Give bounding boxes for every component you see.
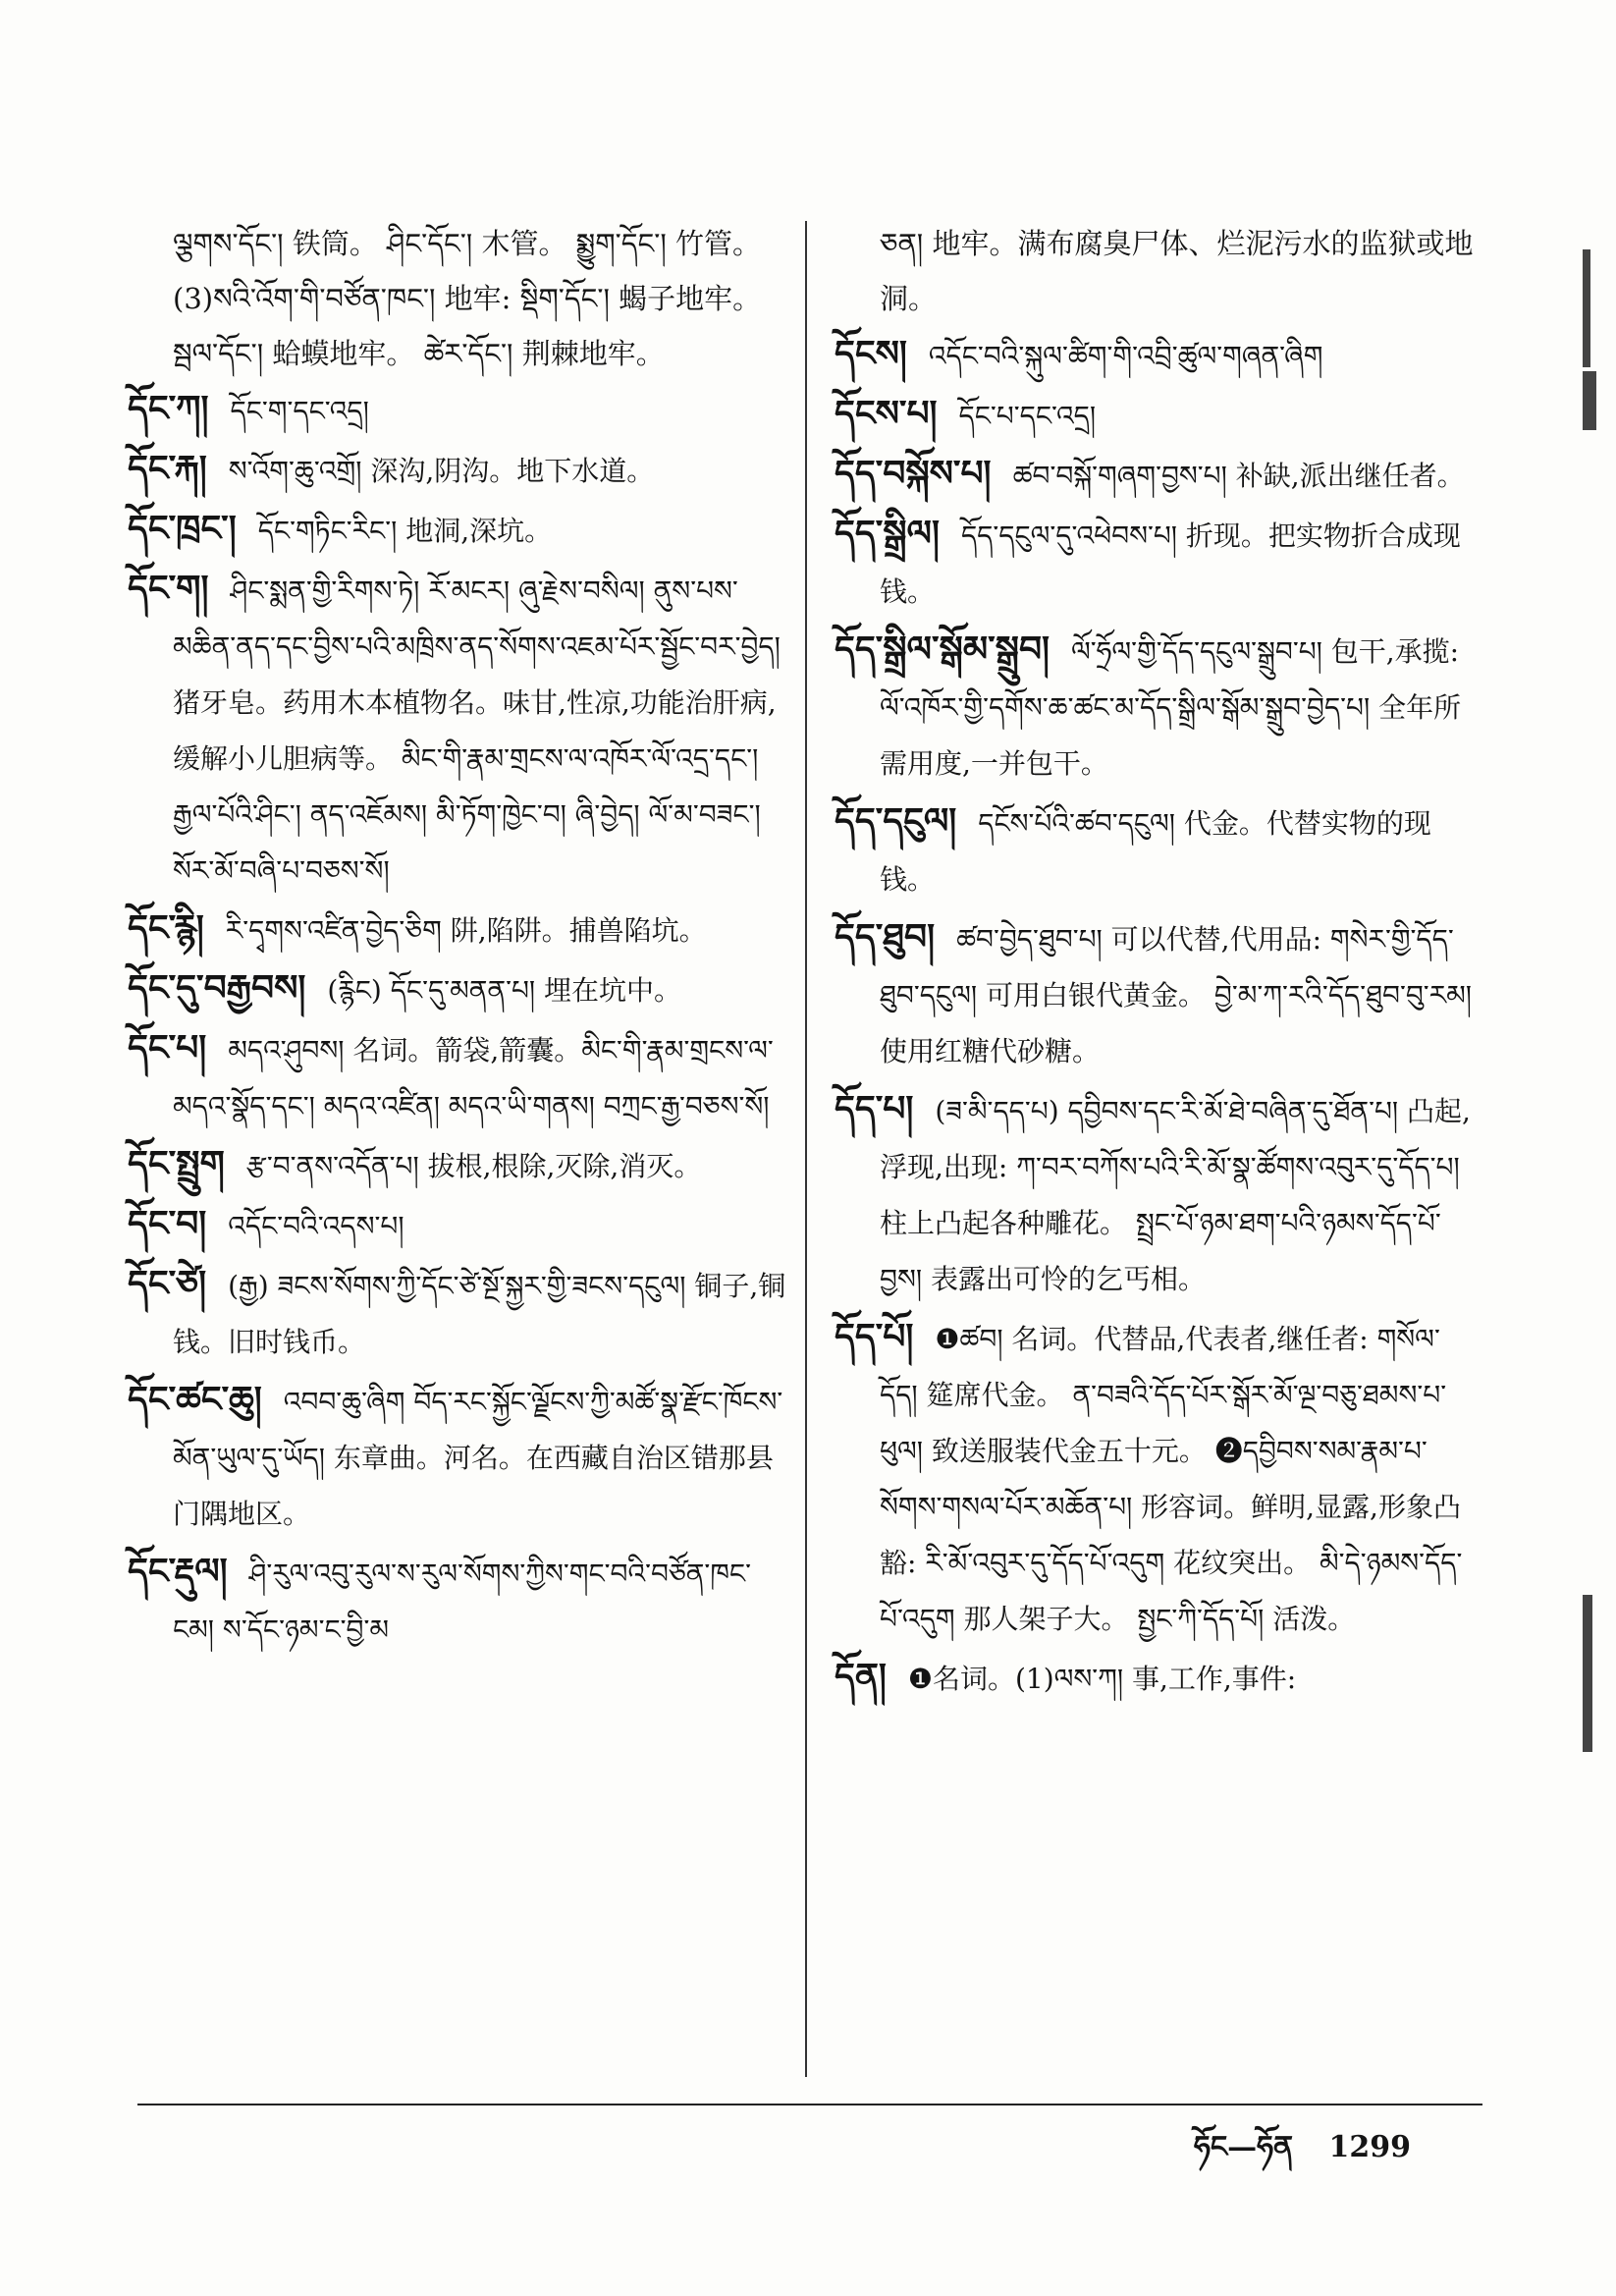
entry-headword: དོན།: [835, 1656, 887, 1697]
entry-definition: དངོས་པོའི་ཚབ་དངུལ། 代金。代替实物的现钱。: [880, 807, 1431, 896]
dictionary-entry: [128, 501, 787, 559]
dictionary-entry: [835, 386, 1477, 444]
entry-headword: དོད་སྒྲིལ་སྒོམ་སྒྲུབ།: [835, 629, 1050, 670]
dictionary-entry: [128, 1372, 787, 1542]
entry-definition: ཚབ་བྱེད་ཐུབ་པ། 可以代替,代用品: གསེར་གྱི་དོད་ཐུབ་དངུལ། 可用白银代黄金。 བྱེ་མ་ཀ་རའི་དོད་ཐུབ་བུ་རམ། 使用红糖代砂糖。: [880, 923, 1473, 1067]
entry-headword: དོད་བསྐོས་པ།: [835, 453, 992, 494]
scan-edge-mark: [1583, 1591, 1604, 1756]
entry-headword: དོང་རྡུལ།: [128, 1551, 228, 1592]
dictionary-entry: [128, 1020, 787, 1134]
entry-definition: རྩ་བ་ནས་འདོན་པ། 拔根,根除,灭除,消灭。: [245, 1150, 702, 1182]
dictionary-entry: [835, 506, 1477, 620]
dictionary-entry: [128, 441, 787, 499]
entry-headword: དོང་ཙེ།: [128, 1263, 207, 1304]
entry-definition: (རྙིང) དོང་དུ་མནན་པ། 埋在坑中。: [327, 974, 682, 1007]
entry-headword: དོངས་པ།: [835, 393, 938, 434]
entry-definition: ཤིང་སྨན་གྱི་རིགས་ཏེ། རོ་མངར། ཞུ་རྗེས་བསིལ། ནུས་པས་མཆིན་ནད་དང་བྱིས་པའི་མཁྲིས་ནད་སོགས་འཇམ་པོར་སྦྱོང་བར་བྱེད། 猪牙皂。药用木本植物名。味甘,性凉,功能治肝病,缓解小儿胆病等。 མིང་གི་རྣམ་གྲངས་ལ་འཁོར་ལོ་འདྲ་དང་། རྒྱལ་པོའི་ཤིང་། ནད་འཇོམས། མི་ཏོག་ཁྱེང་བ། ཞི་བྱེད། ལོ་མ་བཟང་། སོར་མོ་བཞི་པ་བཅས་སོ།: [173, 574, 781, 887]
entry-headword: དོང་ག།: [128, 568, 209, 609]
entry-headword: དོང་རྐ།: [128, 448, 207, 489]
entry-definition: རི་དྭགས་འཛིན་བྱེད་ཅིག 阱,陷阱。捕兽陷坑。: [225, 914, 707, 947]
entry-headword: དོངས།: [835, 333, 907, 374]
scan-edge-mark: [1583, 246, 1604, 434]
dictionary-entry: [128, 901, 787, 958]
entry-headword: དོད་དངུལ།: [835, 800, 957, 842]
entry-definition: ས་འོག་ཆུ་འགྲོ། 深沟,阴沟。地下水道。: [228, 455, 655, 487]
dictionary-entry: [835, 622, 1477, 792]
page-footer: [1194, 2114, 1411, 2197]
dictionary-entry: [128, 1256, 787, 1370]
left-column: [128, 216, 787, 1660]
entry-definition: དོང་གཏིང་རིང་། 地洞,深坑。: [257, 515, 553, 547]
entry-headword: དོད་སྒྲིལ།: [835, 513, 940, 554]
entry-definition: དོང་པ་དང་འདྲ།: [958, 400, 1097, 432]
entry-definition: ཤི་རུལ་འབུ་རུལ་ས་རུལ་སོགས་ཀྱིས་གང་བའི་བཙོན་ཁང་ངམ། ས་དོང་ཉམ་ང་བྱི་མ: [173, 1558, 751, 1646]
column-divider: [805, 221, 807, 2077]
entry-definition: (རྒྱ) ཟངས་སོགས་ཀྱི་དོང་ཙེ་སྔོ་སྐྱར་གྱི་ཟངས་དངུལ། 铜子,铜钱。旧时钱币。: [173, 1270, 786, 1358]
dictionary-entry: [835, 1081, 1477, 1307]
entry-headword: དོད་ཐུབ།: [835, 916, 936, 957]
entry-definition: ཚབ་བསྐོ་གཞག་བྱས་པ། 补缺,派出继任者。: [1012, 460, 1465, 492]
running-head: ཧོང—ཧོན: [1194, 2130, 1294, 2164]
entry-definition: འབབ་ཆུ་ཞིག བོད་རང་སྐྱོང་ལྗོངས་ཀྱི་མཚོ་སྣ་རྫོང་ཁོངས་མོན་ཡུལ་དུ་ཡོད། 东章曲。河名。在西藏自治区错那县门隅地区。: [173, 1386, 783, 1530]
dictionary-entry: [835, 446, 1477, 504]
entry-definition: འདོང་བའི་འདས་པ།: [228, 1210, 404, 1242]
entry-headword: དོང་ཀ།: [128, 388, 209, 429]
entry-definition: ❶名词。(1)ལས་ཀ། 事,工作,事件:: [907, 1663, 1297, 1695]
dictionary-entry: [128, 1544, 787, 1658]
entry-definition: ❶ཚབ། 名词。代替品,代表者,继任者: གསོལ་དོད། 筵席代金。 ན་བཟའི་དོད་པོར་སྒོར་མོ་ལྔ་བཅུ་ཐམས་པ་ཕུལ། 致送服装代金五十元。 ❷དབྱིབས་སམ་རྣམ་པ་སོགས་གསལ་པོར་མཆོན་པ། 形容词。鲜明,显露,形象凸豁: རི་མོ་འབུར་དུ་དོད་པོ་འདུག 花纹突出。 མི་དེ་ཉམས་དོད་པོ་འདུག 那人架子大。 སྤྱང་ཀི་དོད་པོ། 活泼。: [880, 1323, 1463, 1635]
right-column: [835, 216, 1477, 1709]
dictionary-entry: [128, 381, 787, 439]
entry-headword: དོང་བ།: [128, 1203, 207, 1244]
entry-headword: དོད་པ།: [835, 1088, 914, 1129]
dictionary-entry: [128, 960, 787, 1018]
entry-definition: དོད་དངུལ་དུ་འཕེབས་པ། 折现。把实物折合成现钱。: [880, 519, 1461, 608]
left-continuation: ལྕགས་དོང་། 铁筒。 ཤིང་དོང་། 木管。 སྨྱུག་དོང་། 竹管。(3)སའི་འོག་གི་བཙོན་ཁང་། 地牢: སྡིག་དོང་། 蝎子地牢。 སྦལ་དོང་། 蛤蟆地牢。 ཚེར་དོང་། 荆棘地牢。: [173, 227, 762, 370]
right-continuation: ཅན། 地牢。满布腐臭尸体、烂泥污水的监狱或地洞。: [880, 227, 1474, 315]
page-number: 1299: [1328, 2130, 1411, 2164]
dictionary-entry: [128, 1196, 787, 1254]
entry-definition: (ཟ་མི་དད་པ) དབྱིབས་དང་རི་མོ་ཐེ་བཞིན་དུ་ཐོན་པ། 凸起,浮现,出现: ཀ་བར་བཀོས་པའི་རི་མོ་སྣ་ཚོགས་འབུར་དུ་དོད་པ། 柱上凸起各种雕花。 སྤྲང་པོ་ཉམ་ཐག་པའི་ཉམས་དོད་པོ་བྱས། 表露出可怜的乞丐相。: [880, 1095, 1471, 1295]
entry-headword: དོང་སྤྲུག: [128, 1143, 225, 1184]
dictionary-entry: [835, 1309, 1477, 1647]
entry-headword: དོང་ཚང་ཆུ།: [128, 1379, 262, 1420]
entry-headword: དོང་རྙི།: [128, 907, 204, 949]
dictionary-entry: [835, 793, 1477, 907]
entry-headword: དོང་ཁྲང་།: [128, 508, 237, 549]
dictionary-entry: [835, 909, 1477, 1079]
dictionary-entry: [128, 1136, 787, 1194]
entry-headword: དོད་པོ།: [835, 1316, 914, 1357]
entry-definition: ལོ་ཧྲོལ་གྱི་དོད་དངུལ་སྒྲུབ་པ། 包干,承揽: ལོ་འཁོར་གྱི་དགོས་ཆ་ཚང་མ་དོད་སྒྲིལ་སྒོམ་སྒྲུབ་བྱེད་པ། 全年所需用度,一并包干。: [880, 635, 1462, 780]
left-entries: [128, 381, 787, 1658]
dictionary-entry: [128, 561, 787, 899]
dictionary-entry: [835, 326, 1477, 384]
entry-definition: འདོང་བའི་སྐུལ་ཚིག་གི་འབྲི་ཚུལ་གཞན་ཞིག: [928, 340, 1323, 372]
right-entries: [835, 326, 1477, 1707]
entry-headword: དོང་དུ་བརྒྱབས།: [128, 967, 306, 1009]
entry-definition: མདའ་ཤུབས། 名词。箭袋,箭囊。མིང་གི་རྣམ་གྲངས་ལ་མདའ་སྣོད་དང་། མདའ་འཛིན། མདའ་ཡི་གནས། བཀྲང་རྒྱ་བཅས་སོ།: [173, 1034, 774, 1122]
entry-definition: དོང་ག་དང་འདྲ།: [230, 395, 369, 427]
footer-rule: [137, 2104, 1482, 2105]
dictionary-entry: [835, 1649, 1477, 1707]
entry-headword: དོང་པ།: [128, 1027, 207, 1068]
